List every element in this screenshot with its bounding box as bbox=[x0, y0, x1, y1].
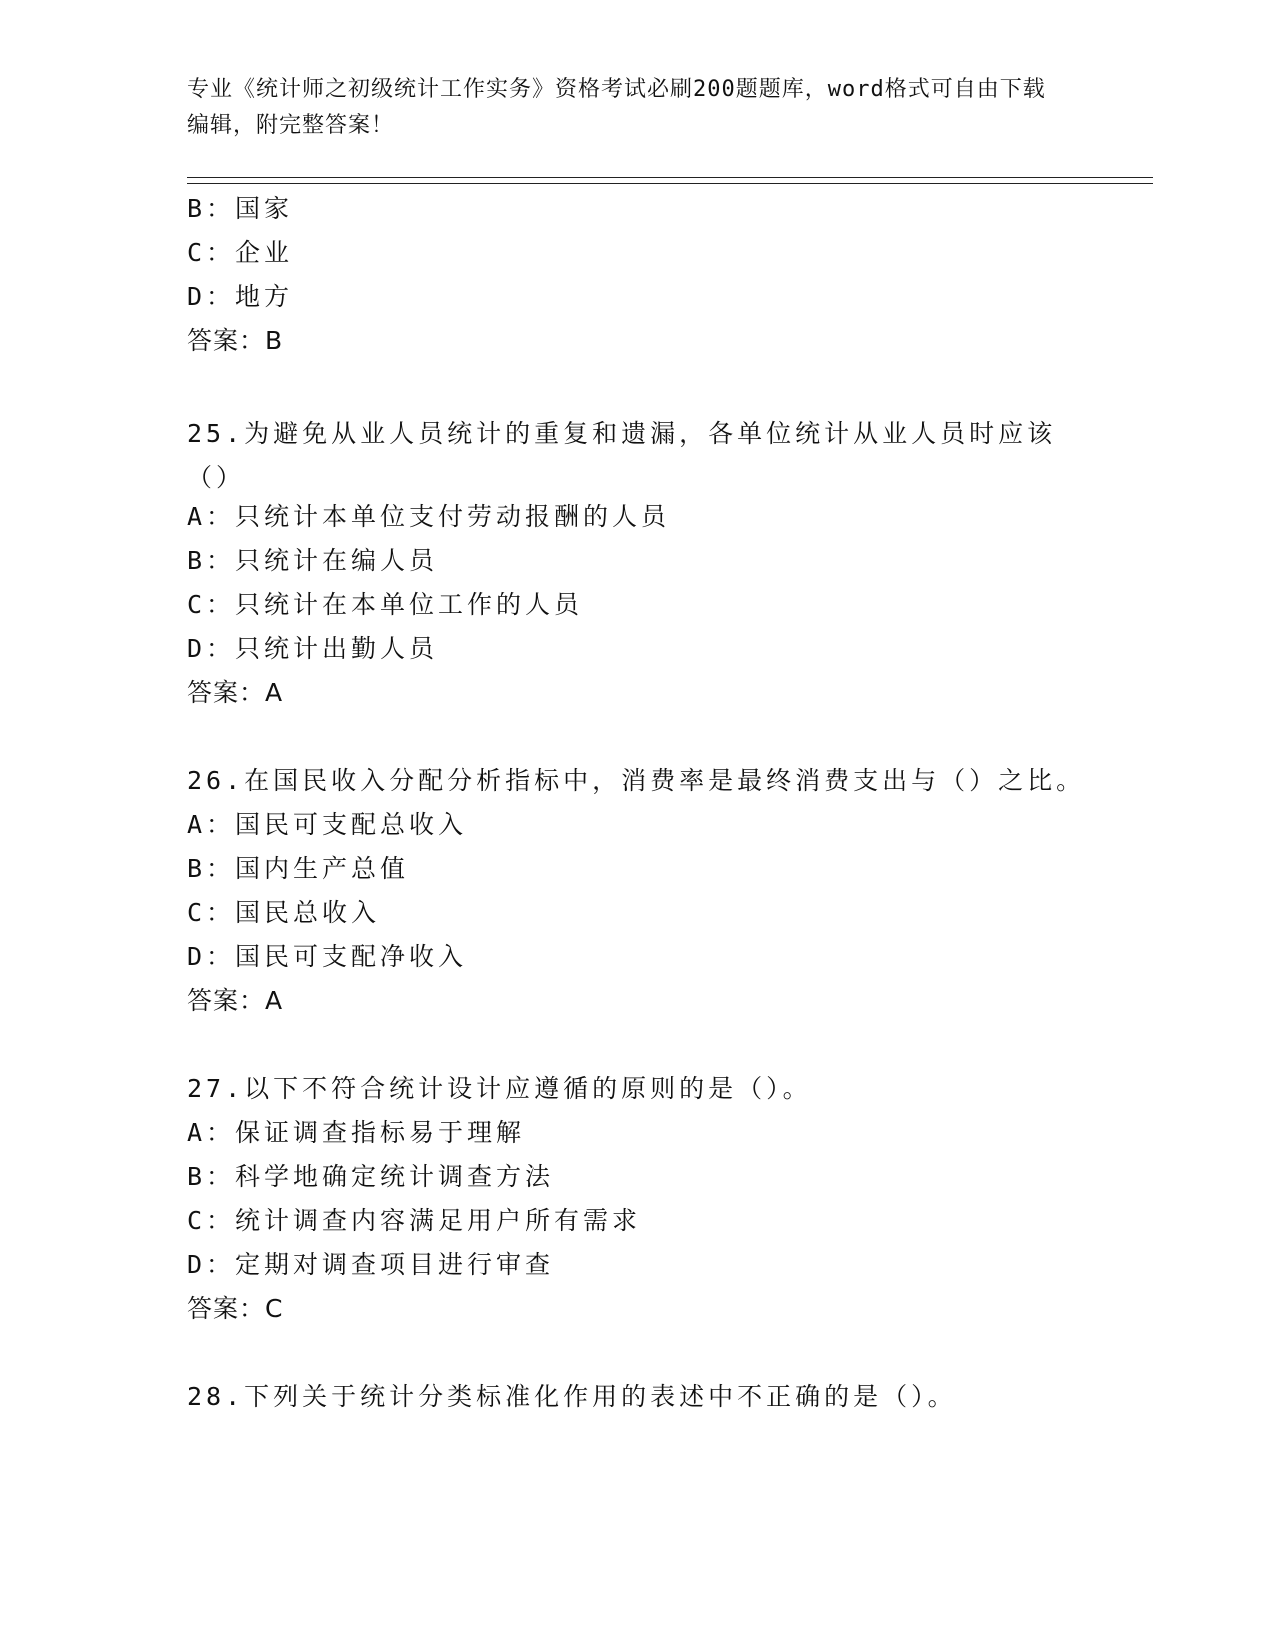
q28-question: 28.下列关于统计分类标准化作用的表述中不正确的是（）。 bbox=[187, 1382, 957, 1411]
q26-question: 26.在国民收入分配分析指标中，消费率是最终消费支出与（）之比。 bbox=[187, 766, 1086, 795]
q26-option-d: D：国民可支配净收入 bbox=[187, 942, 468, 971]
q26-option-a: A：国民可支配总收入 bbox=[187, 810, 468, 839]
q27-option-a: A：保证调查指标易于理解 bbox=[187, 1118, 526, 1147]
q24-option-d: D：地方 bbox=[187, 282, 294, 311]
q27-answer: 答案：C bbox=[187, 1294, 284, 1323]
q25-option-a: A：只统计本单位支付劳动报酬的人员 bbox=[187, 502, 671, 531]
document-header-title: 专业《统计师之初级统计工作实务》资格考试必刷200题题库，word格式可自由下载编辑，附完整答案！ bbox=[187, 77, 1046, 138]
q25-question: 25.为避免从业人员统计的重复和遗漏，各单位统计从业人员时应该（） bbox=[187, 419, 1057, 492]
q27-question: 27.以下不符合统计设计应遵循的原则的是（）。 bbox=[187, 1074, 812, 1103]
q24-option-c: C：企业 bbox=[187, 238, 294, 267]
q26-option-c: C：国民总收入 bbox=[187, 898, 381, 927]
q26-answer: 答案：A bbox=[187, 986, 284, 1015]
q27-option-b: B：科学地确定统计调查方法 bbox=[187, 1162, 555, 1191]
q27-option-d: D：定期对调查项目进行审查 bbox=[187, 1250, 555, 1279]
q25-answer: 答案：A bbox=[187, 678, 284, 707]
q25-option-c: C：只统计在本单位工作的人员 bbox=[187, 590, 584, 619]
q26-option-b: B：国内生产总值 bbox=[187, 854, 410, 883]
q25-option-d: D：只统计出勤人员 bbox=[187, 634, 439, 663]
q27-option-c: C：统计调查内容满足用户所有需求 bbox=[187, 1206, 642, 1235]
q24-answer: 答案：B bbox=[187, 326, 284, 355]
header-divider-top bbox=[187, 177, 1153, 178]
q25-option-b: B：只统计在编人员 bbox=[187, 546, 439, 575]
header-divider-bottom bbox=[187, 183, 1153, 184]
q24-option-b: B：国家 bbox=[187, 194, 294, 223]
